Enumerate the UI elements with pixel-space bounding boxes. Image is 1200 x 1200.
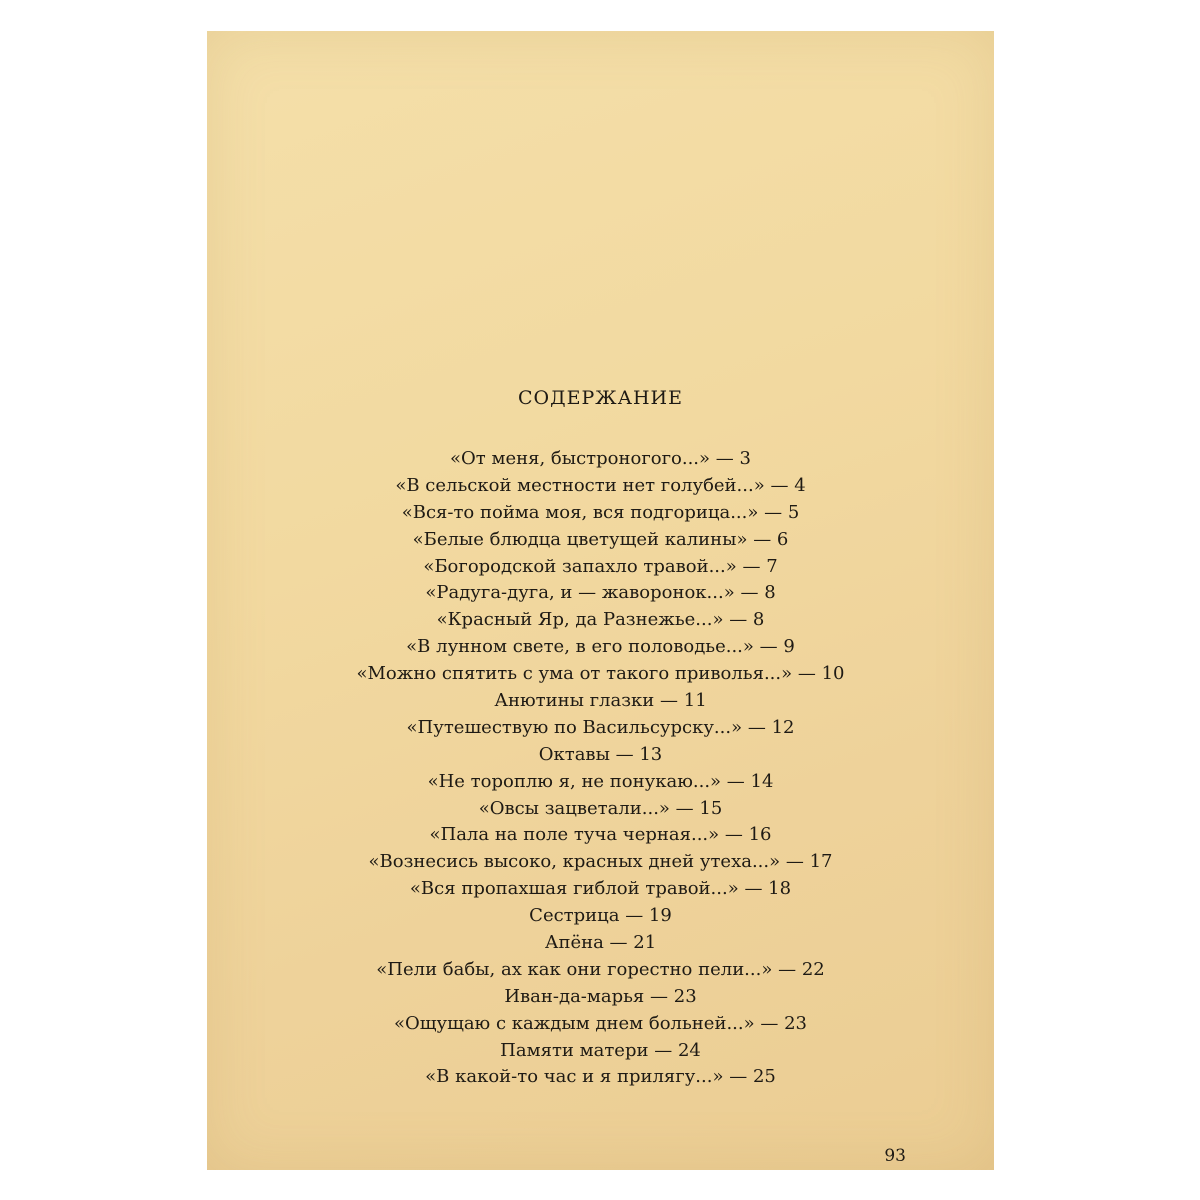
toc-entry-page: 4 — [794, 474, 806, 496]
toc-entry — [207, 688, 994, 715]
toc-entry — [207, 769, 994, 796]
toc-entry-title: «В лунном свете, в его половодье...» — [406, 636, 754, 658]
toc-entry-page: 14 — [750, 770, 774, 792]
table-of-contents — [207, 446, 994, 1091]
toc-entry-page: 19 — [648, 905, 672, 927]
toc-entry — [207, 1064, 994, 1091]
toc-entry-page: 5 — [787, 501, 800, 523]
toc-entry-page: 9 — [783, 636, 795, 658]
page-number: 93 — [884, 1146, 906, 1166]
toc-entry-separator: — — [747, 528, 777, 550]
toc-entry-title: «Путешествую по Васильсурску...» — [406, 716, 743, 738]
toc-entry-separator: — — [736, 555, 767, 577]
toc-entry-page: 17 — [809, 851, 833, 873]
toc-entry — [207, 984, 994, 1011]
toc-entry-title: «Радуга-дуга, и — жаворонок...» — [425, 582, 735, 604]
toc-entry-page: 3 — [739, 448, 751, 469]
toc-entry-page: 18 — [768, 878, 792, 900]
toc-entry-page: 15 — [699, 797, 723, 819]
toc-entry — [207, 903, 994, 930]
toc-entry-title: «Вся-то пойма моя, вся подгорица...» — [401, 501, 759, 523]
toc-entry — [207, 957, 994, 984]
toc-entry-separator: — — [792, 663, 822, 685]
toc-entry — [207, 876, 994, 903]
toc-entry-title: «Белые блюдца цветущей калины» — [412, 528, 748, 550]
toc-entry-title: «В какой-то час и я прилягу...» — [425, 1066, 724, 1088]
toc-entry-page: 13 — [639, 743, 663, 765]
toc-entry-separator: — — [654, 690, 684, 712]
toc-entry-separator: — — [609, 743, 640, 765]
toc-entry-separator: — — [644, 985, 674, 1007]
toc-entry — [207, 715, 994, 742]
toc-entry-title: «Вознесись высоко, красных дней утеха...» — [368, 851, 781, 873]
toc-entry-separator: — — [758, 501, 788, 523]
toc-entry — [207, 607, 994, 634]
toc-entry — [207, 849, 994, 876]
toc-entry — [207, 527, 994, 554]
toc-entry-separator: — — [734, 582, 765, 604]
toc-entry-page: 25 — [752, 1066, 776, 1088]
toc-entry — [207, 634, 994, 661]
toc-entry-page: 24 — [677, 1039, 701, 1061]
toc-entry — [207, 1011, 994, 1038]
toc-entry-separator: — — [723, 609, 753, 631]
toc-entry-separator: — — [754, 1012, 785, 1034]
toc-entry-title: Иван-да-марья — [504, 985, 645, 1007]
toc-entry-title: Октавы — [538, 743, 610, 765]
toc-entry-separator: — — [738, 878, 769, 900]
toc-entry-page: 23 — [784, 1012, 807, 1034]
toc-entry-page: 7 — [766, 555, 778, 577]
toc-entry-separator: — — [669, 797, 700, 819]
toc-entry-separator: — — [603, 932, 634, 954]
toc-entry-title: «Вся пропахшая гиблой травой...» — [409, 878, 739, 900]
toc-entry — [207, 930, 994, 957]
toc-entry-page: 21 — [633, 932, 657, 954]
toc-entry — [207, 473, 994, 500]
toc-entry-title: «Пала на поле туча черная...» — [429, 824, 720, 846]
toc-entry-separator: — — [648, 1039, 678, 1061]
toc-entry — [207, 822, 994, 849]
toc-entry — [207, 554, 994, 581]
page-title: СОДЕРЖАНИЕ — [518, 387, 683, 409]
toc-entry-title: «Овсы зацветали...» — [478, 797, 670, 819]
toc-entry-separator: — — [764, 474, 795, 496]
toc-entry-separator: — — [742, 716, 772, 738]
toc-entry — [207, 1038, 994, 1065]
toc-entry-page: 11 — [683, 690, 707, 712]
toc-entry-title: «От меня, быстроногого...» — [450, 448, 711, 469]
toc-entry-title: «В сельской местности нет голубей...» — [395, 474, 765, 496]
toc-entry-title: Памяти матери — [500, 1039, 649, 1061]
toc-entry-title: «Красный Яр, да Разнежье...» — [436, 609, 724, 631]
toc-entry-title: «Ощущаю с каждым днем больней...» — [394, 1012, 755, 1034]
book-page — [207, 31, 994, 1170]
toc-entry-page: 8 — [764, 582, 776, 604]
toc-entry — [207, 661, 994, 688]
toc-entry — [207, 742, 994, 769]
toc-entry-page: 10 — [821, 663, 845, 685]
toc-entry-separator: — — [719, 824, 749, 846]
toc-entry-title: Апёна — [544, 932, 604, 954]
toc-entry-page: 22 — [801, 958, 825, 980]
toc-entry-title: «Не тороплю я, не понукаю...» — [427, 770, 722, 792]
toc-entry-page: 8 — [752, 609, 765, 631]
toc-entry-title: Анютины глазки — [494, 690, 655, 712]
toc-entry-page: 12 — [771, 716, 795, 738]
toc-entry-title: Сестрица — [529, 905, 620, 927]
toc-entry-separator: — — [772, 958, 802, 980]
toc-entry-separator: — — [780, 851, 810, 873]
toc-entry-separator: — — [721, 770, 751, 792]
toc-entry-title: «Пели бабы, ах как они горестно пели...» — [376, 958, 773, 980]
toc-entry — [207, 446, 994, 473]
toc-entry — [207, 500, 994, 527]
toc-entry-page: 16 — [748, 824, 772, 846]
toc-entry-title: «Богородской запахло травой...» — [423, 555, 737, 577]
toc-entry-separator: — — [723, 1066, 753, 1088]
toc-entry-page: 23 — [673, 985, 697, 1007]
toc-entry-separator: — — [753, 636, 784, 658]
toc-entry-separator: — — [710, 448, 740, 469]
toc-entry-title: «Можно спятить с ума от такого приволья...» — [356, 663, 793, 685]
toc-entry-separator: — — [619, 905, 649, 927]
toc-entry — [207, 796, 994, 823]
toc-entry-page: 6 — [776, 528, 789, 550]
toc-entry — [207, 580, 994, 607]
